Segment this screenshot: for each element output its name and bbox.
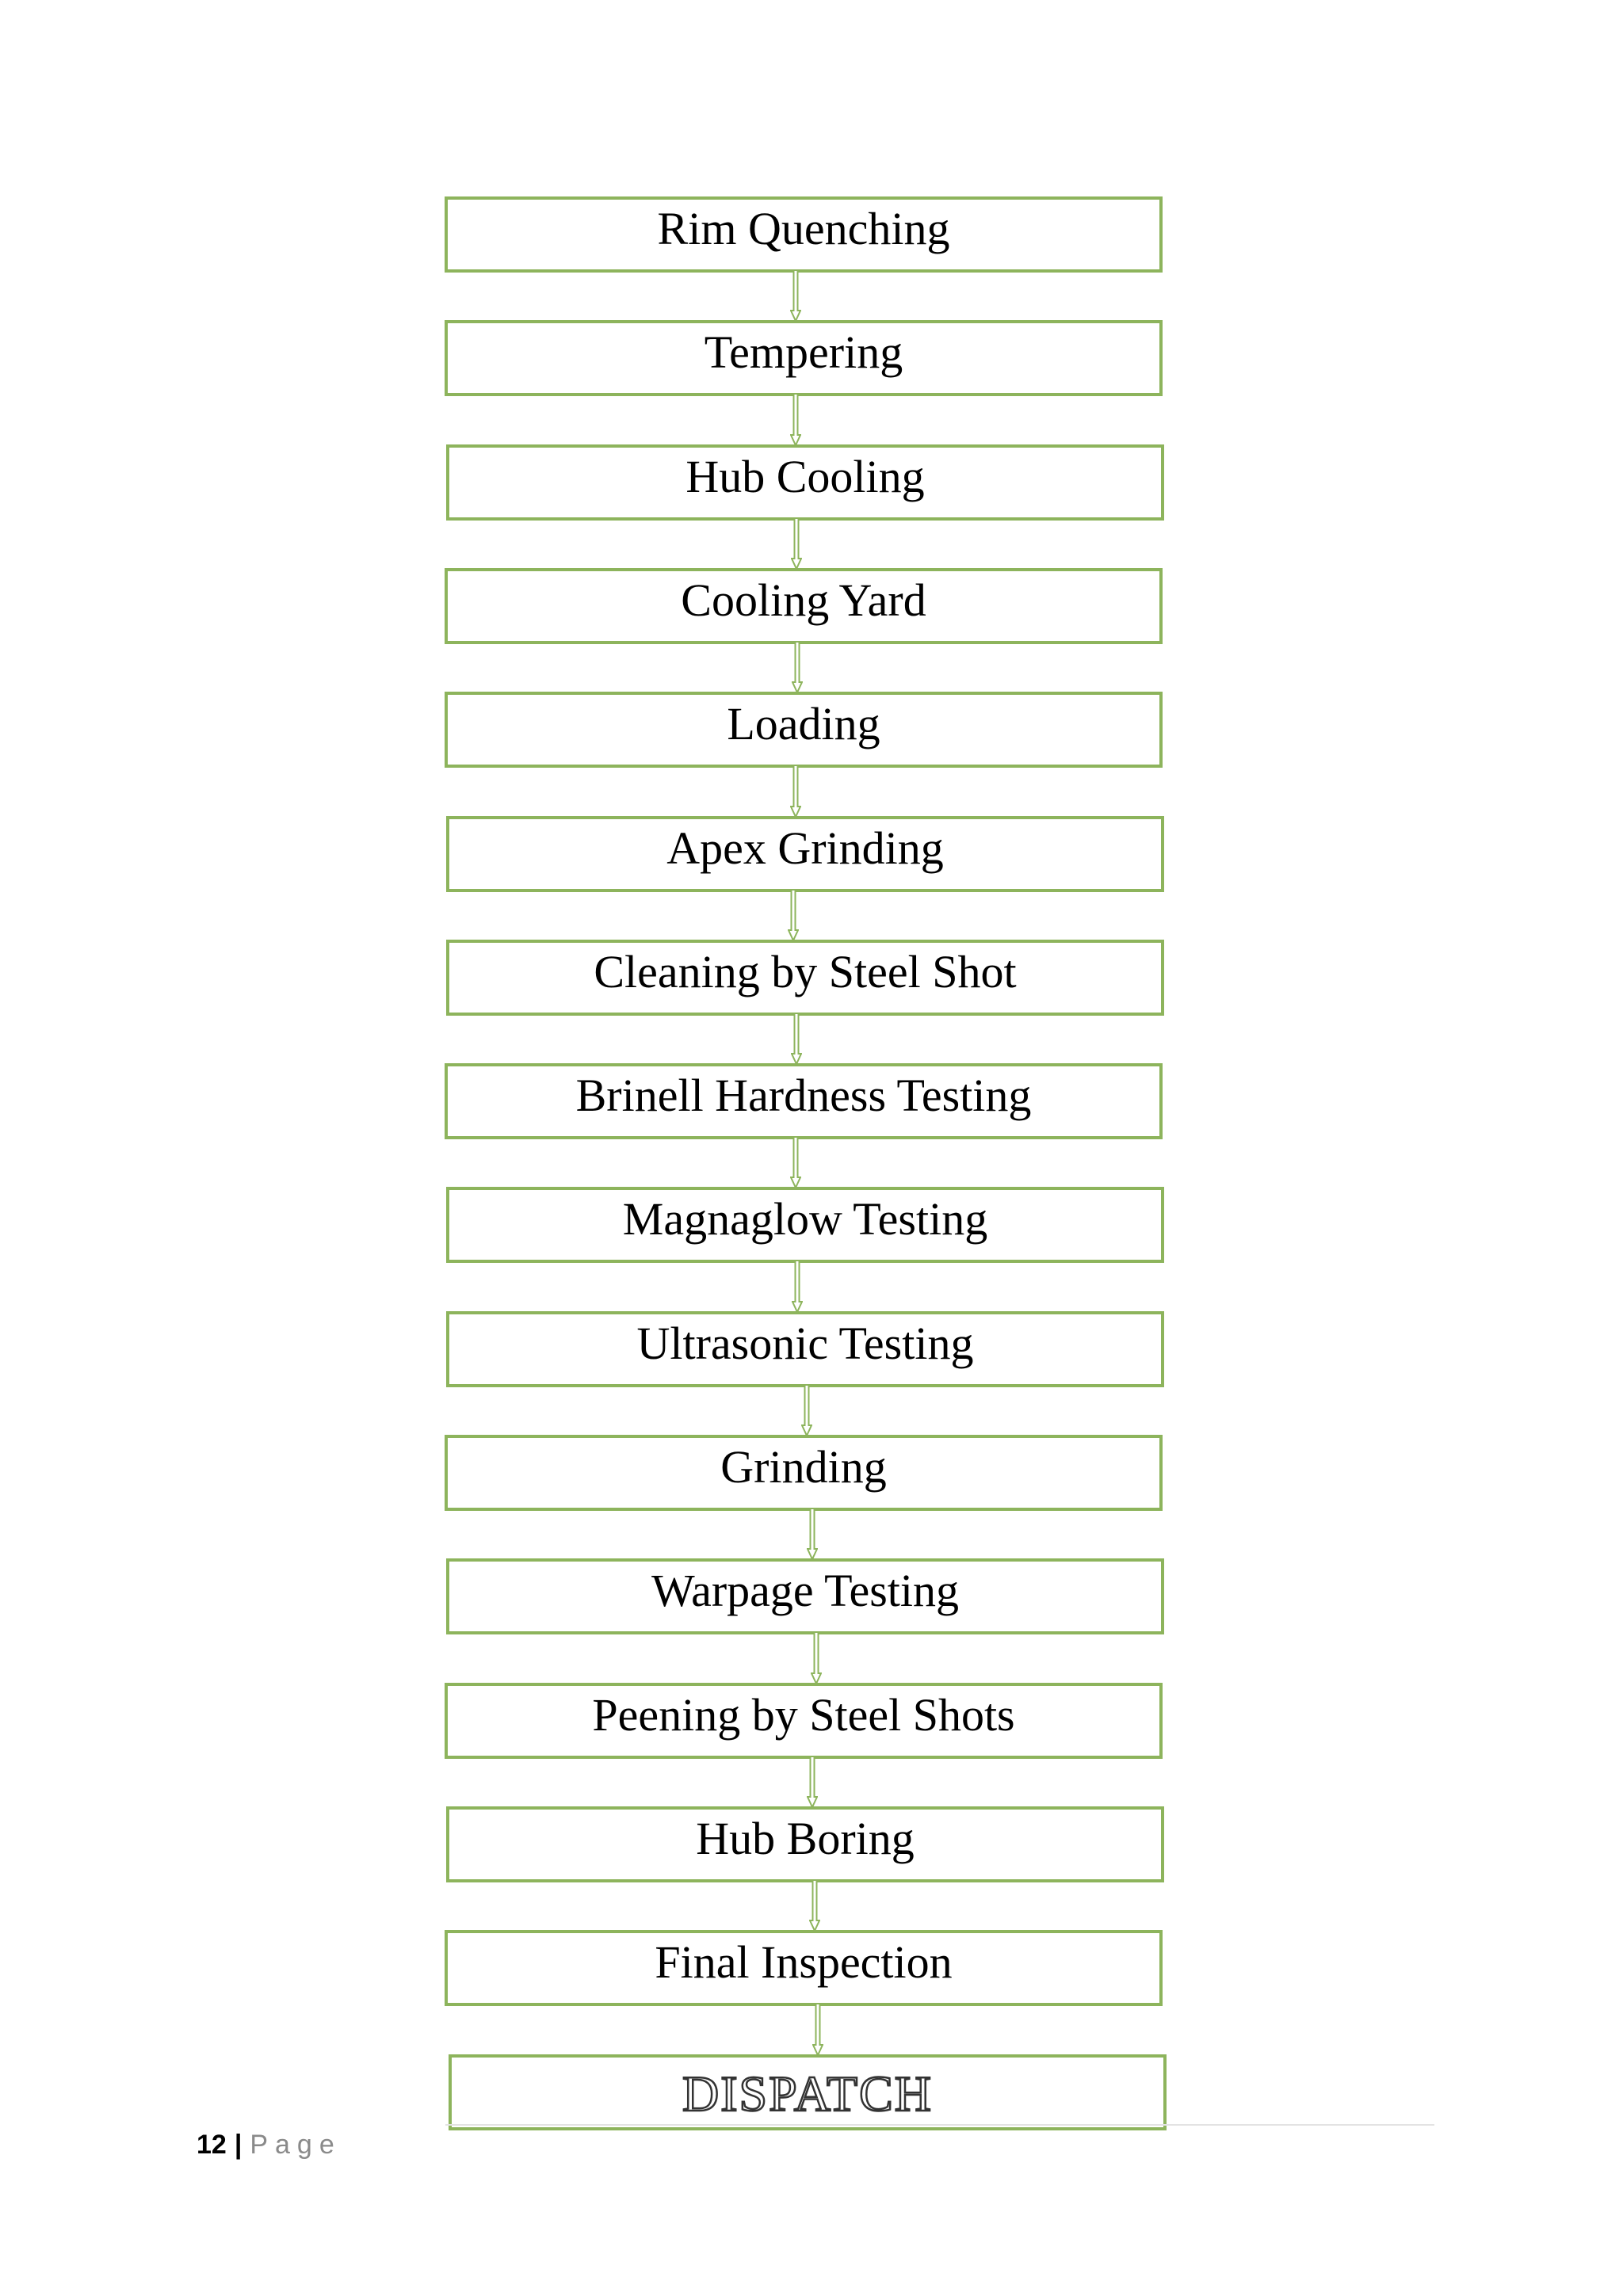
step-box-5 [445, 692, 1163, 768]
down-arrow-icon [790, 271, 801, 322]
step-label: Brinell Hardness Testing [575, 1070, 1032, 1121]
page-number: 12 [197, 2130, 227, 2160]
down-arrow-icon [788, 891, 799, 941]
step-label: Warpage Testing [651, 1565, 960, 1616]
down-arrow-icon [807, 1509, 818, 1560]
step-box-8 [445, 1063, 1163, 1139]
step-label: Hub Cooling [685, 451, 925, 502]
step-box-9 [446, 1187, 1164, 1263]
page-word: Page [250, 2130, 342, 2160]
down-arrow-icon [790, 1138, 801, 1188]
down-arrow-icon [791, 519, 802, 570]
step-label: Apex Grinding [666, 822, 944, 874]
down-arrow-icon [792, 1261, 803, 1313]
step-box-4 [445, 568, 1163, 644]
step-box-1 [445, 196, 1163, 273]
step-box-14 [446, 1806, 1164, 1882]
down-arrow-icon [809, 1881, 820, 1932]
step-box-13 [445, 1683, 1163, 1759]
step-label: Cooling Yard [681, 574, 926, 626]
down-arrow-icon [790, 395, 801, 446]
down-arrow-icon [812, 2004, 823, 2056]
step-label: Final Inspection [655, 1936, 953, 1988]
down-arrow-icon [790, 766, 801, 818]
step-box-3 [446, 444, 1164, 521]
down-arrow-icon [811, 1633, 822, 1684]
step-box-12 [446, 1558, 1164, 1634]
down-arrow-icon [792, 643, 803, 693]
step-label: Grinding [720, 1441, 887, 1493]
step-label: Hub Boring [696, 1813, 915, 1864]
step-box-2 [445, 320, 1163, 396]
step-box-15 [445, 1930, 1163, 2006]
step-label: Loading [727, 698, 880, 749]
step-label: Peening by Steel Shots [592, 1689, 1015, 1741]
step-label: Rim Quenching [657, 203, 950, 254]
footer-rule [445, 2124, 1434, 2126]
step-label: Magnaglow Testing [622, 1193, 988, 1245]
step-label: DISPATCH [682, 2065, 933, 2122]
step-box-16 [449, 2054, 1167, 2130]
step-label: Ultrasonic Testing [636, 1318, 974, 1369]
down-arrow-icon [801, 1386, 812, 1436]
step-label: Tempering [704, 326, 903, 378]
page-separator: | [234, 2130, 242, 2160]
step-box-7 [446, 940, 1164, 1016]
step-box-11 [445, 1435, 1163, 1511]
step-label: Cleaning by Steel Shot [594, 946, 1017, 997]
page-footer [197, 2131, 342, 2158]
down-arrow-icon [807, 1757, 818, 1808]
step-box-6 [446, 816, 1164, 892]
step-box-10 [446, 1311, 1164, 1387]
down-arrow-icon [791, 1014, 802, 1065]
